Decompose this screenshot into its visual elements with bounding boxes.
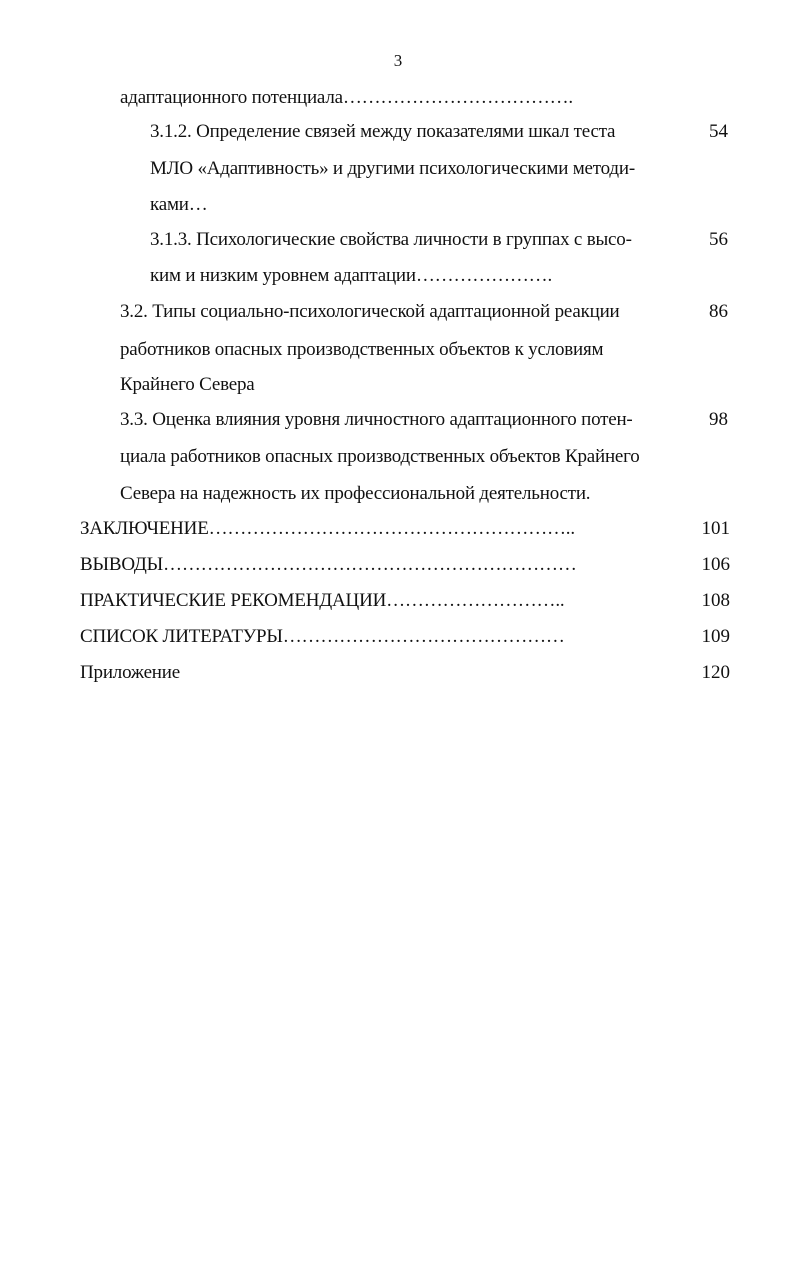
toc-entry-3-3-title: 3.3. Оценка влияния уровня личностного адаптационного потен- <box>120 409 633 430</box>
toc-page-number: 86 <box>709 301 728 322</box>
toc-line: Крайнего Севера <box>120 374 255 395</box>
toc-page-number: 108 <box>701 590 730 611</box>
toc-entry-bibliography: СПИСОК ЛИТЕРАТУРЫ……………………………………… <box>80 626 565 647</box>
toc-page-number: 101 <box>701 518 730 539</box>
toc-line: работников опасных производственных объектов к условиям <box>120 339 604 360</box>
toc-entry-recommendations: ПРАКТИЧЕСКИЕ РЕКОМЕНДАЦИИ……………………….. <box>80 590 565 611</box>
toc-page-number: 109 <box>701 626 730 647</box>
toc-line: Севера на надежность их профессиональной деятельности. <box>120 483 591 504</box>
toc-line: МЛО «Адаптивность» и другими психологическими методи- <box>150 158 635 179</box>
toc-entry-3-1-3-title: 3.1.3. Психологические свойства личности в группах с высо- <box>150 229 632 250</box>
toc-line: ким и низким уровнем адаптации…………………. <box>150 265 553 286</box>
toc-entry-conclusion: ЗАКЛЮЧЕНИЕ………………………………………………….. <box>80 518 575 539</box>
toc-entry-findings: ВЫВОДЫ………………………………………………………… <box>80 554 577 575</box>
page-number: 3 <box>393 51 403 70</box>
toc-line: циала работников опасных производственных объектов Крайнего <box>120 446 640 467</box>
toc-page-number: 120 <box>701 662 730 683</box>
toc-page-number: 106 <box>701 554 730 575</box>
toc-page-number: 56 <box>709 229 728 250</box>
toc-line: адаптационного потенциала………………………………. <box>120 87 573 108</box>
toc-entry-3-2-title: 3.2. Типы социально-психологической адаптационной реакции <box>120 301 620 322</box>
toc-page-number: 54 <box>709 121 728 142</box>
toc-page-number: 98 <box>709 409 728 430</box>
toc-entry-3-1-2-title: 3.1.2. Определение связей между показателями шкал теста <box>150 121 616 142</box>
toc-line: ками… <box>150 194 208 215</box>
toc-entry-appendix: Приложение <box>80 662 180 683</box>
